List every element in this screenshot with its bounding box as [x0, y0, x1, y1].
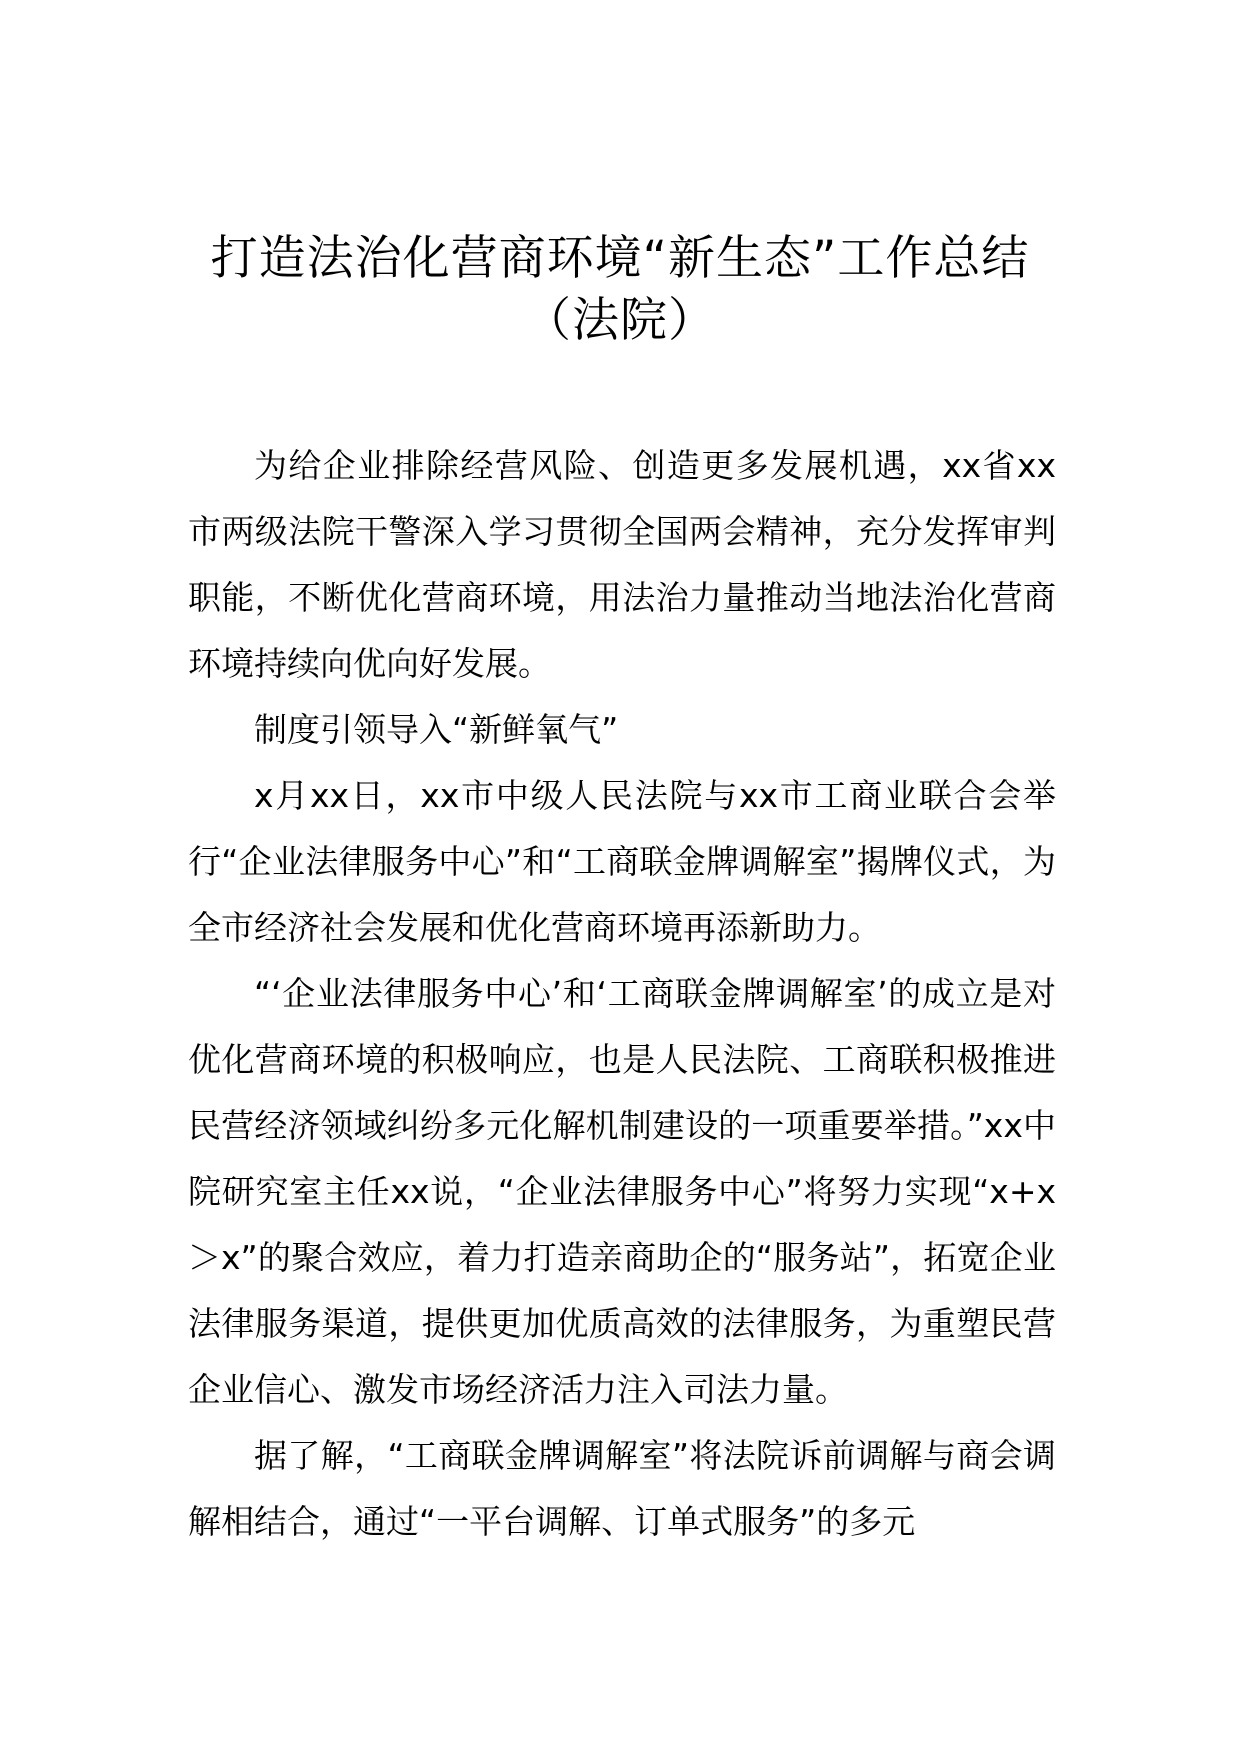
paragraph-intro: 为给企业排除经营风险、创造更多发展机遇，xx省xx市两级法院干警深入学习贯彻全国两会精神，充分发挥审判职能，不断优化营商环境，用法治力量推动当地法治化营商环境持续向优向好发展。 — [188, 446, 1056, 683]
title-line-main: 打造法治化营商环境“新生态”工作总结 — [210, 231, 1030, 286]
document-body — [188, 433, 1056, 1555]
document-title — [180, 228, 1060, 352]
section-heading: 制度引领导入“新鲜氧气” — [254, 710, 619, 749]
paragraph-mediation: 据了解，“工商联金牌调解室”将法院诉前调解与商会调解相结合，通过“一平台调解、订单式服务”的多元 — [188, 1436, 1056, 1541]
paragraph-quote: “‘企业法律服务中心’和‘工商联金牌调解室’的成立是对优化营商环境的积极响应，也是人民法院、工商联积极推进民营经济领域纠纷多元化解机制建设的一项重要举措。”xx中院研究室主任xx说，“企业法律服务中心”将努力实现“x+x＞x”的聚合效应，着力打造亲商助企的“服务站”，拓宽企业法律服务渠道，提供更加优质高效的法律服务，为重塑民营企业信心、激发市场经济活力注入司法力量。 — [188, 974, 1056, 1409]
paragraph-event: x月xx日，xx市中级人民法院与xx市工商业联合会举行“企业法律服务中心”和“工商联金牌调解室”揭牌仪式，为全市经济社会发展和优化营商环境再添新助力。 — [188, 776, 1056, 947]
title-line-subtitle: （法院） — [524, 293, 716, 348]
